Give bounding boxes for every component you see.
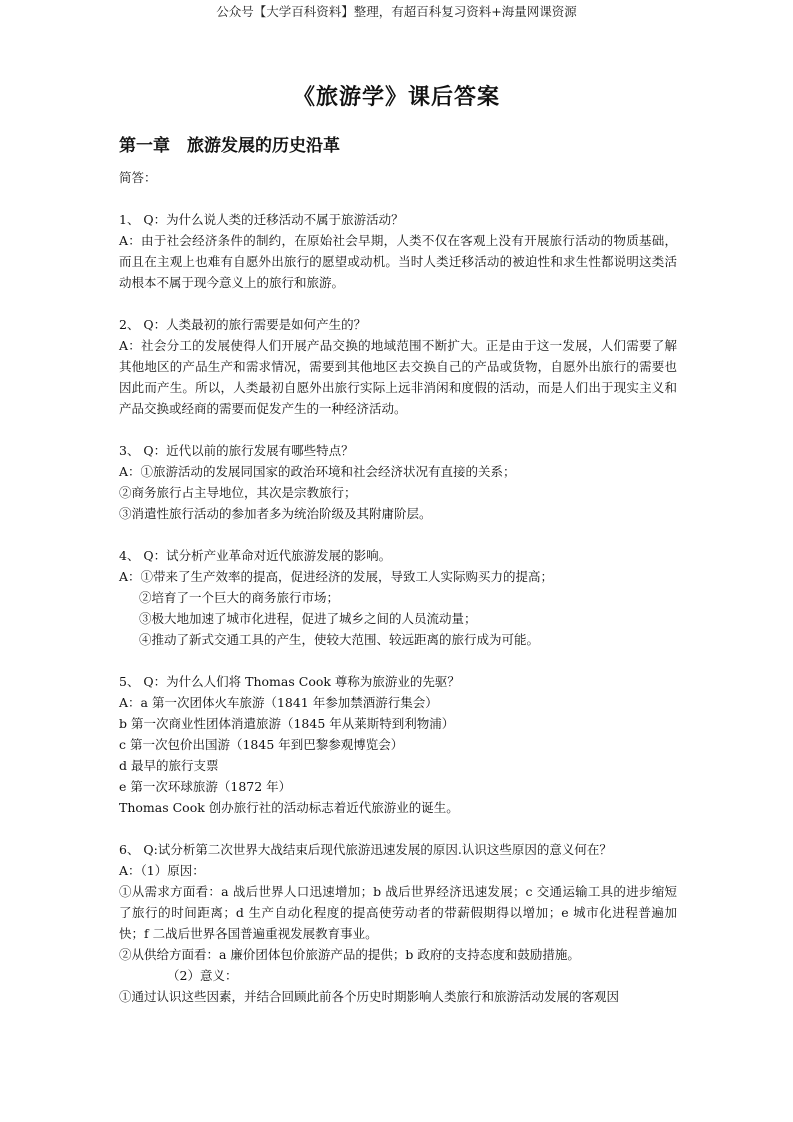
question-4: 4、 Q：试分析产业革命对近代旅游发展的影响。 [119, 548, 392, 563]
answer-6-significance: ①通过认识这些因素，并结合回顾此前各个历史时期影响人类旅行和旅游活动发展的客观因 [119, 989, 620, 1004]
answer-6-supply: ②从供给方面看：a 廉价团体包价旅游产品的提供；b 政府的支持态度和鼓励措施。 [119, 947, 580, 962]
answer-6-subheading: （2）意义： [167, 968, 238, 983]
answer-1: A：由于社会经济条件的制约，在原始社会早期，人类不仅在客观上没有开展旅行活动的物质基础，而且在主观上也难有自愿外出旅行的愿望或动机。当时人类迁移活动的被迫性和求生性都说明这类活动根本不属于现今意义上的旅行和旅游。 [119, 233, 677, 290]
answer-5-item: b 第一次商业性团体消遣旅游（1845 年从莱斯特到利物浦） [119, 716, 455, 731]
answer-5-item: A：a 第一次团体火车旅游（1841 年参加禁酒游行集会） [119, 695, 438, 710]
header-note: 公众号【大学百科资料】整理，有超百科复习资料+海量网课资源 [216, 4, 577, 19]
question-3: 3、 Q：近代以前的旅行发展有哪些特点？ [119, 443, 354, 458]
question-2: 2、 Q：人类最初的旅行需要是如何产生的？ [119, 317, 367, 332]
answer-5-item: c 第一次包价出国游（1845 年到巴黎参观博览会） [119, 737, 404, 752]
question-5: 5、 Q：为什么人们将 Thomas Cook 尊称为旅游业的先驱？ [119, 674, 460, 689]
chapter-heading: 第一章 旅游发展的历史沿革 [119, 136, 340, 156]
answer-4-item: ②培育了一个巨大的商务旅行市场； [139, 590, 340, 605]
document-body [119, 167, 677, 1007]
answer-3-item: ②商务旅行占主导地位，其次是宗教旅行； [119, 485, 357, 500]
answer-3-item: ③消遣性旅行活动的参加者多为统治阶级及其附庸阶层。 [119, 506, 432, 521]
question-6: 6、 Q:试分析第二次世界大战结束后现代旅游迅速发展的原因.认识这些原因的意义何在？ [119, 842, 612, 857]
answer-2: A：社会分工的发展使得人们开展产品交换的地域范围不断扩大。正是由于这一发展，人们需要了解其他地区的产品生产和需求情况，需要到其他地区去交换自己的产品或货物，自愿外出旅行的需要也因此而产生。所以，人类最初自愿外出旅行实际上远非消闲和度假的活动，而是人们出于现实主义和产品交换或经商的需要而促发产生的一种经济活动。 [119, 338, 677, 416]
answer-3-item: A：①旅游活动的发展同国家的政治环境和社会经济状况有直接的关系； [119, 464, 516, 479]
answer-6-subheading: A：（1）原因： [119, 863, 205, 878]
answer-5-item: e 第一次环球旅游（1872 年） [119, 779, 292, 794]
document-title: 《旅游学》课后答案 [292, 84, 500, 110]
answer-5-conclusion: Thomas Cook 创办旅行社的活动标志着近代旅游业的诞生。 [119, 800, 459, 815]
answer-4-item: ③极大地加速了城市化进程，促进了城乡之间的人员流动量； [139, 611, 477, 626]
answer-4-item: ④推动了新式交通工具的产生，使较大范围、较远距离的旅行成为可能。 [139, 632, 540, 647]
answer-5-item: d 最早的旅行支票 [119, 758, 219, 773]
section-label: 简答： [119, 170, 157, 185]
question-1: 1、 Q：为什么说人类的迁移活动不属于旅游活动？ [119, 212, 404, 227]
answer-6-demand: ①从需求方面看：a 战后世界人口迅速增加；b 战后世界经济迅速发展；c 交通运输工具的进步缩短了旅行的时间距离；d 生产自动化程度的提高使劳动者的带薪假期得以增加；e 城市化进程普遍加快；f 二战后世界各国普遍重视发展教育事业。 [119, 884, 677, 941]
answer-4-item: A：①带来了生产效率的提高，促进经济的发展，导致工人实际购买力的提高； [119, 569, 554, 584]
